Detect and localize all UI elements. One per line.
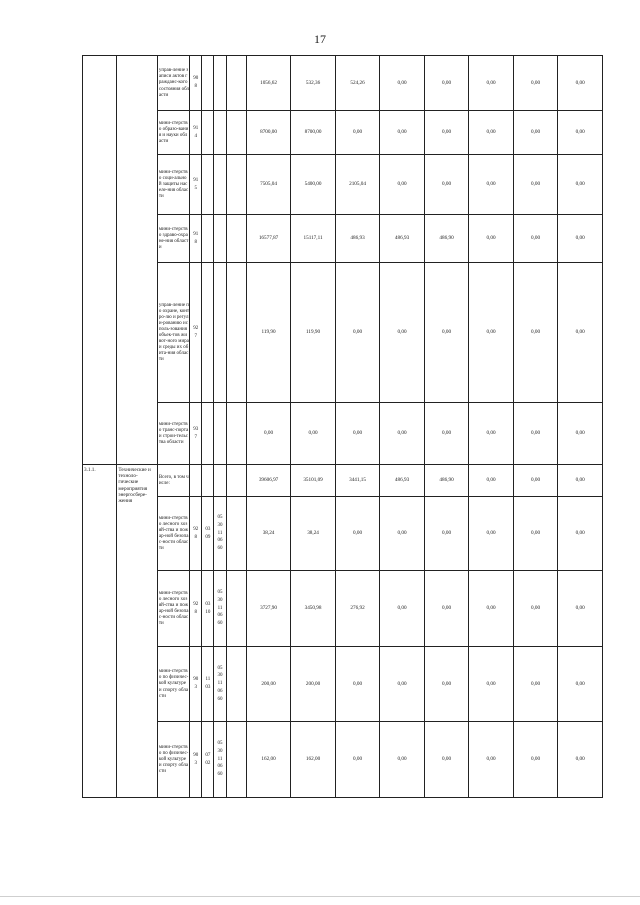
value-cell: 200,00 (246, 647, 291, 722)
vr-code (226, 111, 246, 155)
csr-code (214, 403, 226, 465)
value-cell: 0,00 (558, 647, 603, 722)
vr-code (226, 571, 246, 647)
executor-cell: мини-стерство по физичес-кой культуре и спорту области (157, 647, 189, 722)
value-cell: 0,00 (469, 111, 514, 155)
value-cell: 524,26 (335, 56, 380, 111)
value-cell: 0,00 (291, 403, 336, 465)
value-cell: 0,00 (335, 111, 380, 155)
value-cell: 486,93 (335, 215, 380, 263)
value-cell: 0,00 (380, 263, 425, 403)
value-cell: 0,00 (558, 111, 603, 155)
value-cell: 0,00 (335, 722, 380, 798)
value-cell: 486,90 (424, 215, 469, 263)
value-cell: 0,00 (424, 497, 469, 571)
total-value-cell: 0,00 (513, 465, 558, 497)
value-cell: 0,00 (335, 497, 380, 571)
value-cell: 38,24 (246, 497, 291, 571)
value-cell: 0,00 (335, 403, 380, 465)
total-value-cell: 35101,09 (291, 465, 336, 497)
rzpr-code (202, 56, 214, 111)
csr-code (214, 56, 226, 111)
measure-name-cell (117, 56, 157, 465)
value-cell: 0,00 (380, 647, 425, 722)
measure-number-cell (83, 56, 117, 465)
rzpr-code (202, 403, 214, 465)
vr-code (226, 403, 246, 465)
vr-code (226, 263, 246, 403)
value-cell: 0,00 (335, 647, 380, 722)
csr-code: 0530110660 (214, 571, 226, 647)
total-value-cell: 0,00 (469, 465, 514, 497)
value-cell: 0,00 (424, 56, 469, 111)
measure-name: Технические и техноло-гические мероприятия энергосбере-жения (117, 465, 157, 798)
rzpr-code (202, 263, 214, 403)
table-row (83, 571, 603, 647)
grbs-code: 937 (190, 403, 202, 465)
value-cell: 0,00 (469, 155, 514, 215)
table-row (83, 497, 603, 571)
value-cell: 0,00 (513, 263, 558, 403)
value-cell: 0,00 (469, 571, 514, 647)
executor-cell: мини-стерство здраво-охране-ния области (157, 215, 189, 263)
value-cell: 0,00 (424, 722, 469, 798)
value-cell: 0,00 (513, 722, 558, 798)
total-value-cell: 39606,97 (246, 465, 291, 497)
value-cell: 0,00 (558, 56, 603, 111)
vr-code (226, 722, 246, 798)
value-cell: 0,00 (558, 722, 603, 798)
executor-cell: мини-стерство образо-вания и науки области (157, 111, 189, 155)
executor-cell: мини-стерство лесного хозяй-ства и пожар-ной безопас-ности области (157, 497, 189, 571)
value-cell: 3727,90 (246, 571, 291, 647)
value-cell: 0,00 (558, 155, 603, 215)
grbs-code: 915 (190, 155, 202, 215)
value-cell: 0,00 (335, 263, 380, 403)
vr-code (226, 155, 246, 215)
table-row (83, 111, 603, 155)
value-cell: 200,00 (291, 647, 336, 722)
value-cell: 2105,04 (335, 155, 380, 215)
executor-cell: управ-ление записи актов гражданс-кого состояния области (157, 56, 189, 111)
value-cell: 0,00 (558, 497, 603, 571)
page-number: 17 (314, 32, 326, 46)
rzpr-code: 0309 (202, 497, 214, 571)
value-cell: 0,00 (513, 111, 558, 155)
value-cell: 0,00 (469, 722, 514, 798)
total-value-cell: 486,90 (424, 465, 469, 497)
value-cell: 0,00 (246, 403, 291, 465)
value-cell: 1056,62 (246, 56, 291, 111)
executor-cell: управ-ление по охране, контро-лю и регули-рованию исполь-зования объек-тов живот-ного мира и среды их обита-ния области (157, 263, 189, 403)
csr-code (214, 215, 226, 263)
table-row (83, 647, 603, 722)
total-value-cell: 3441,15 (335, 465, 380, 497)
value-cell: 0,00 (558, 263, 603, 403)
grbs-code: 914 (190, 111, 202, 155)
vr-code (226, 56, 246, 111)
csr-code: 0530110660 (214, 722, 226, 798)
value-cell: 0,00 (513, 403, 558, 465)
total-value-cell: 486,93 (380, 465, 425, 497)
budget-table (82, 55, 603, 798)
executor-cell: мини-стерство соци-альной защиты населе-ния области (157, 155, 189, 215)
value-cell: 0,00 (424, 403, 469, 465)
value-cell: 162,00 (246, 722, 291, 798)
vr-code (226, 647, 246, 722)
table-row (83, 403, 603, 465)
value-cell: 486,93 (380, 215, 425, 263)
value-cell: 5400,00 (291, 155, 336, 215)
value-cell: 0,00 (513, 155, 558, 215)
value-cell: 0,00 (558, 571, 603, 647)
value-cell: 0,00 (469, 215, 514, 263)
grbs-code: 928 (190, 497, 202, 571)
grbs-code: 927 (190, 263, 202, 403)
table-row (83, 263, 603, 403)
value-cell: 119,90 (291, 263, 336, 403)
table-row-total (83, 465, 603, 497)
rzpr-code (202, 155, 214, 215)
total-label: Всего, в том числе: (157, 465, 189, 497)
rzpr-code: 0310 (202, 571, 214, 647)
value-cell: 8700,00 (246, 111, 291, 155)
total-value-cell: 0,00 (558, 465, 603, 497)
value-cell: 0,00 (558, 403, 603, 465)
value-cell: 0,00 (424, 571, 469, 647)
value-cell: 0,00 (380, 403, 425, 465)
value-cell: 0,00 (513, 647, 558, 722)
value-cell: 0,00 (469, 263, 514, 403)
csr-code (214, 155, 226, 215)
value-cell: 0,00 (380, 571, 425, 647)
value-cell: 38,24 (291, 497, 336, 571)
value-cell: 8700,00 (291, 111, 336, 155)
value-cell: 0,00 (380, 56, 425, 111)
rzpr-code: 1103 (202, 647, 214, 722)
rzpr-code (202, 215, 214, 263)
grbs-code: 903 (190, 722, 202, 798)
value-cell: 0,00 (380, 155, 425, 215)
grbs-code: 903 (190, 647, 202, 722)
value-cell: 0,00 (424, 263, 469, 403)
value-cell: 0,00 (380, 497, 425, 571)
rzpr-code (202, 111, 214, 155)
grbs-code: 908 (190, 56, 202, 111)
vr-code (226, 215, 246, 263)
csr-code: 0530110660 (214, 497, 226, 571)
value-cell: 0,00 (513, 571, 558, 647)
value-cell: 0,00 (513, 56, 558, 111)
scan-edge-line (0, 896, 640, 897)
value-cell: 0,00 (380, 111, 425, 155)
executor-cell: мини-стерство лесного хозяй-ства и пожар-ной безопас-ности области (157, 571, 189, 647)
csr-code (214, 263, 226, 403)
vr-code (226, 497, 246, 571)
value-cell: 0,00 (424, 155, 469, 215)
table-row (83, 56, 603, 111)
value-cell: 0,00 (469, 56, 514, 111)
rzpr-code: 0702 (202, 722, 214, 798)
value-cell: 7505,04 (246, 155, 291, 215)
value-cell: 0,00 (469, 647, 514, 722)
value-cell: 0,00 (424, 647, 469, 722)
value-cell: 0,00 (469, 497, 514, 571)
value-cell: 0,00 (513, 497, 558, 571)
value-cell: 532,36 (291, 56, 336, 111)
value-cell: 119,90 (246, 263, 291, 403)
value-cell: 0,00 (424, 111, 469, 155)
measure-number: 3.1.1. (83, 465, 117, 798)
value-cell: 162,00 (291, 722, 336, 798)
executor-cell: мини-стерство транс-порта и строи-тельства области (157, 403, 189, 465)
grbs-code: 918 (190, 215, 202, 263)
grbs-code: 928 (190, 571, 202, 647)
value-cell: 0,00 (513, 215, 558, 263)
executor-cell: мини-стерство по физичес-кой культуре и спорту области (157, 722, 189, 798)
value-cell: 3450,98 (291, 571, 336, 647)
table-row (83, 722, 603, 798)
table-row (83, 155, 603, 215)
value-cell: 15117,11 (291, 215, 336, 263)
value-cell: 16577,87 (246, 215, 291, 263)
value-cell: 276,92 (335, 571, 380, 647)
csr-code (214, 111, 226, 155)
value-cell: 0,00 (469, 403, 514, 465)
value-cell: 0,00 (558, 215, 603, 263)
value-cell: 0,00 (380, 722, 425, 798)
csr-code: 0530110660 (214, 647, 226, 722)
table-row (83, 215, 603, 263)
